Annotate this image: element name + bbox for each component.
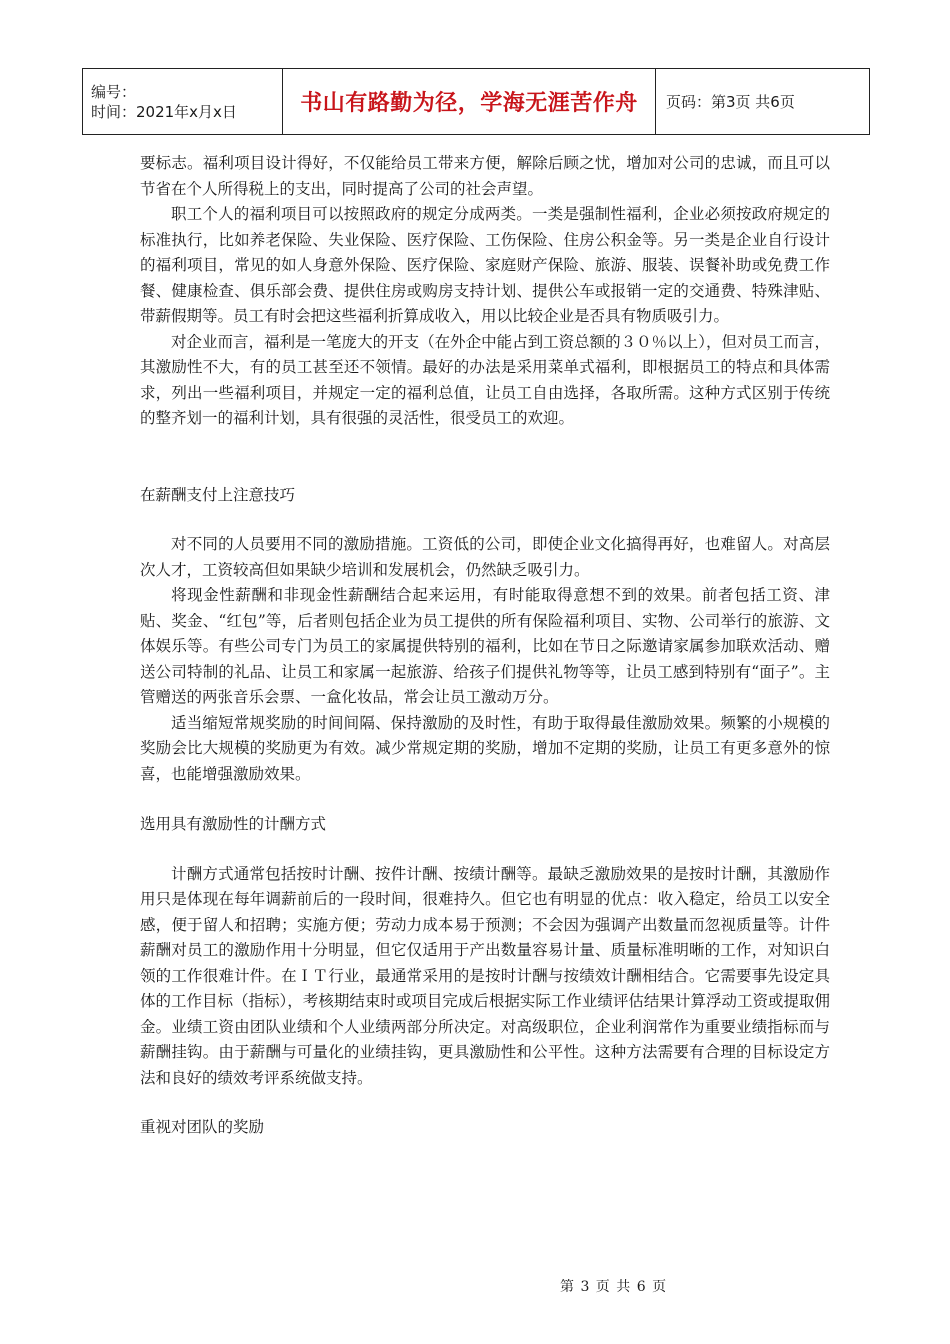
document-date: 时间：2021年x月x日 bbox=[91, 102, 237, 121]
paragraph: 将现金性薪酬和非现金性薪酬结合起来运用，有时能取得意想不到的效果。前者包括工资、津贴、奖金、“红包”等，后者则包括企业为员工提供的所有保险福利项目、实物、公司举行的旅游、文体娱乐等。有些公司专门为员工的家属提供特别的福利，比如在节日之际邀请家属参加联欢活动、赠送公司特制的礼品、让员工和家属一起旅游、给孩子们提供礼物等等，让员工感到特别有“面子”。主管赠送的两张音乐会票、一盒化妆品，常会让员工激动万分。 bbox=[140, 586, 830, 706]
paragraph: 对不同的人员要用不同的激励措施。工资低的公司，即使企业文化搞得再好，也难留人。对高层次人才，工资较高但如果缺少培训和发展机会，仍然缺乏吸引力。 bbox=[140, 535, 830, 579]
paragraph: 对企业而言，福利是一笔庞大的开支（在外企中能占到工资总额的３０％以上），但对员工而言，其激励性不大，有的员工甚至还不领情。最好的办法是采用菜单式福利，即根据员工的特点和具体需求，列出一些福利项目，并规定一定的福利总值，让员工自由选择，各取所需。这种方式区别于传统的整齐划一的福利计划，具有很强的灵活性，很受员工的欢迎。 bbox=[140, 332, 830, 427]
page-footer bbox=[560, 1276, 667, 1296]
paragraph: 计酬方式通常包括按时计酬、按件计酬、按绩计酬等。最缺乏激励效果的是按时计酬，其激励作用只是体现在每年调薪前后的一段时间，很难持久。但它也有明显的优点：收入稳定，给员工以安全感，便于留人和招聘；实施方便；劳动力成本易于预测；不会因为强调产出数量而忽视质量等。计件薪酬对员工的激励作用十分明显，但它仅适用于产出数量容易计量、质量标准明晰的工作，对知识白领的工作很难计件。在ＩＴ行业，最通常采用的是按时计酬与按绩效计酬相结合。它需要事先设定具体的工作目标（指标），考核期结束时或项目完成后根据实际工作业绩评估结果计算浮动工资或提取佣金。业绩工资由团队业绩和个人业绩两部分所决定。对高级职位，企业利润常作为重要业绩指标而与薪酬挂钩。由于薪酬与可量化的业绩挂钩，更具激励性和公平性。这种方法需要有合理的目标设定方法和良好的绩效考评系统做支持。 bbox=[140, 864, 830, 1087]
page-header bbox=[82, 68, 870, 135]
section-heading: 在薪酬支付上注意技巧 bbox=[140, 485, 296, 504]
motto-text: 书山有路勤为径，学海无涯苦作舟 bbox=[300, 91, 638, 116]
paragraph: 要标志。福利项目设计得好，不仅能给员工带来方便，解除后顾之忧，增加对公司的忠诚，而且可以节省在个人所得税上的支出，同时提高了公司的社会声望。 bbox=[140, 154, 830, 198]
footer-page-number: 第 3 页 共 6 页 bbox=[560, 1279, 668, 1295]
header-meta bbox=[83, 69, 283, 134]
paragraph: 职工个人的福利项目可以按照政府的规定分成两类。一类是强制性福利，企业必须按政府规定的标准执行，比如养老保险、失业保险、医疗保险、工伤保险、住房公积金等。另一类是企业自行设计的福利项目，常见的如人身意外保险、医疗保险、家庭财产保险、旅游、服装、误餐补助或免费工作餐、健康检查、俱乐部会费、提供住房或购房支持计划、提供公车或报销一定的交通费、特殊津贴、带薪假期等。员工有时会把这些福利折算成收入，用以比较企业是否具有物质吸引力。 bbox=[140, 205, 830, 325]
paragraph: 适当缩短常规奖励的时间间隔、保持激励的及时性，有助于取得最佳激励效果。频繁的小规模的奖励会比大规模的奖励更为有效。减少常规定期的奖励，增加不定期的奖励，让员工有更多意外的惊喜，也能增强激励效果。 bbox=[140, 713, 830, 783]
section-heading: 选用具有激励性的计酬方式 bbox=[140, 815, 327, 833]
document-body bbox=[140, 151, 830, 1141]
section-heading: 重视对团队的奖励 bbox=[140, 1118, 265, 1136]
document-number-label: 编号： bbox=[91, 82, 137, 101]
header-motto bbox=[283, 69, 656, 134]
page-info-text: 页码：第3页 共6页 bbox=[666, 93, 795, 111]
header-page-info bbox=[656, 69, 869, 134]
